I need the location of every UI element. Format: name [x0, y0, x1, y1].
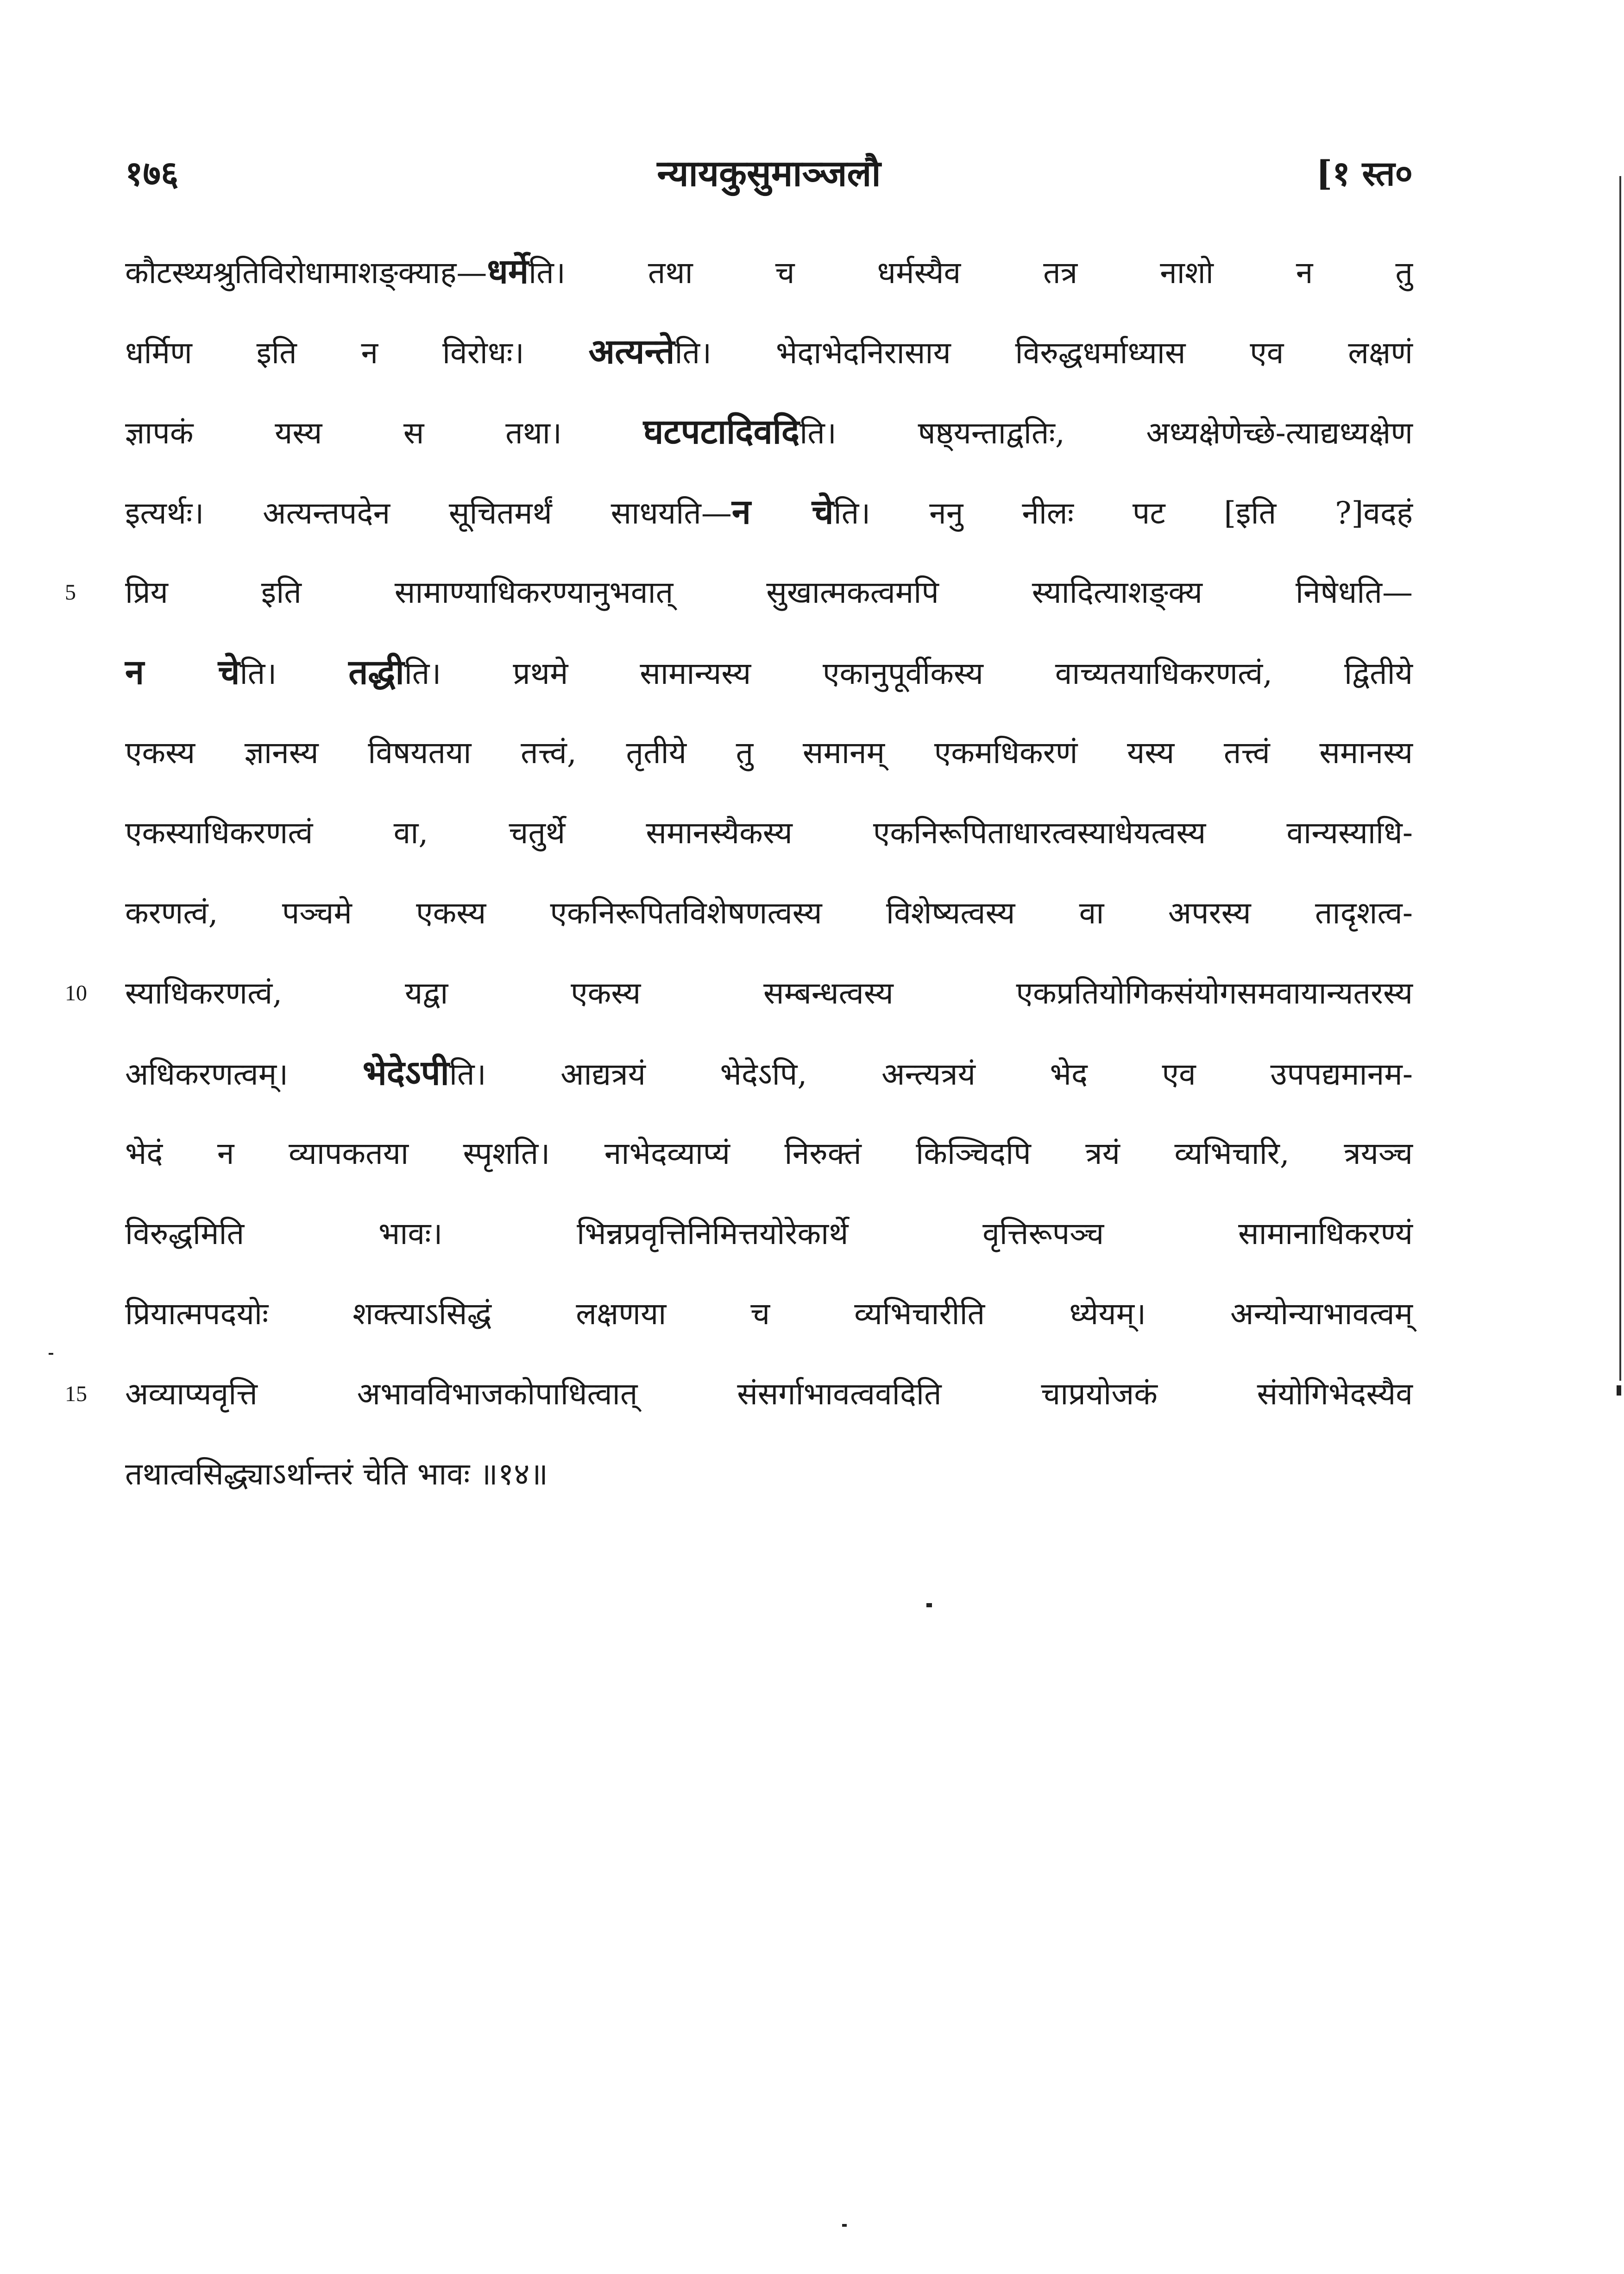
line-text: विरुद्धमिति भावः। भिन्नप्रवृत्तिनिमित्तयोरेकार्थे वृत्तिरूपञ्च सामानाधिकरण्यं [125, 1216, 1413, 1251]
text-line [65, 1354, 1413, 1434]
page-header [125, 144, 1413, 204]
text-line [65, 953, 1413, 1033]
lemma-text: भेदेऽपी [362, 1053, 449, 1093]
running-title: न्यायकुसुमाञ्जलौ [657, 152, 881, 195]
line-number: 10 [65, 981, 87, 1005]
text-line [125, 472, 1413, 552]
lemma-text: अत्यन्ते [588, 332, 675, 372]
line-number: 15 [65, 1382, 87, 1406]
lemma-text: धर्मे [487, 252, 529, 291]
text-line [65, 552, 1413, 632]
line-text: ति। भेदाभेदनिरासाय विरुद्धधर्माध्यास एव लक्षणं [674, 335, 1413, 371]
line-text: प्रियात्मपदयोः शक्त्याऽसिद्धं लक्षणया च व्यभिचारीति ध्येयम्। अन्योन्याभावत्वम् [125, 1296, 1413, 1332]
scan-speck [1617, 1385, 1621, 1396]
text-line [125, 873, 1413, 953]
line-text: एकस्य ज्ञानस्य विषयतया तत्त्वं, तृतीये तु समानम् एकमधिकरणं यस्य तत्त्वं समानस्य [125, 735, 1413, 771]
line-text: ति। [239, 656, 349, 691]
line-text: भेदं न व्यापकतया स्पृशति। नाभेदव्याप्यं निरुक्तं किञ्चिदपि त्रयं व्यभिचारि, त्रयञ्च [125, 1136, 1413, 1171]
line-text: धर्मिण इति न विरोधः। [125, 335, 589, 371]
line-text: अव्याप्यवृत्ति अभावविभाजकोपाधित्वात् संसर्गाभावत्ववदिति चाप्रयोजकं संयोगिभेदस्यैव [125, 1376, 1413, 1412]
line-text: ति। तथा च धर्मस्यैव तत्र नाशो न तु [529, 255, 1413, 291]
line-text: कौटस्थ्यश्रुतिविरोधामाशङ्क्याह— [125, 255, 487, 291]
lemma-text: न चे [731, 492, 834, 532]
line-text: अधिकरणत्वम्। [125, 1056, 363, 1092]
line-number: 5 [65, 580, 76, 605]
lemma-text: न चे [125, 652, 240, 692]
text-line [125, 793, 1413, 873]
line-text: ति। ननु नीलः पट [इति ?]वदहं [833, 495, 1413, 531]
scan-edge [1619, 176, 1621, 1381]
text-line [125, 392, 1413, 472]
line-text: एकस्याधिकरणत्वं वा, चतुर्थे समानस्यैकस्य एकनिरूपिताधारत्वस्याधेयत्वस्य वान्यस्याधि- [125, 815, 1413, 851]
lemma-text: घटपटादिवदि [643, 412, 800, 452]
lemma-text: तद्धी [348, 652, 404, 692]
line-text: इत्यर्थः। अत्यन्तपदेन सूचितमर्थं साधयति— [125, 495, 732, 531]
scan-speck [49, 1353, 53, 1355]
text-line [125, 1194, 1413, 1274]
scan-speck [926, 1603, 932, 1607]
line-text: प्रिय इति सामाण्याधिकरण्यानुभवात् सुखात्मकत्वमपि स्यादित्याशङ्क्य निषेधति— [125, 575, 1413, 610]
line-text: ज्ञापकं यस्य स तथा। [125, 415, 643, 451]
line-text: स्याधिकरणत्वं, यद्वा एकस्य सम्बन्धत्वस्य एकप्रतियोगिकसंयोगसमवायान्यतरस्य [125, 975, 1413, 1011]
text-line [125, 232, 1413, 312]
text-line [125, 632, 1413, 713]
text-line [125, 1113, 1413, 1194]
line-text: ति। षष्ठ्यन्ताद्वतिः, अध्यक्षेणेच्छे-त्याद्यध्यक्षेण [799, 415, 1413, 451]
commentary-text [65, 232, 1413, 1514]
page-number: १७६ [125, 154, 179, 194]
text-line [125, 1434, 1413, 1514]
text-line [125, 713, 1413, 793]
section-reference: [१ स्त० [1316, 154, 1413, 194]
line-text: ति। आद्यत्रयं भेदेऽपि, अन्त्यत्रयं भेद एव उपपद्यमानम- [449, 1056, 1413, 1092]
line-text: करणत्वं, पञ्चमे एकस्य एकनिरूपितविशेषणत्वस्य विशेष्यत्वस्य वा अपरस्य तादृशत्व- [125, 895, 1413, 931]
scan-speck [842, 2224, 847, 2227]
text-line [125, 1274, 1413, 1354]
line-text: तथात्वसिद्ध्याऽर्थान्तरं चेति भावः ॥१४॥ [125, 1456, 548, 1492]
text-line [125, 1033, 1413, 1113]
text-line [125, 312, 1413, 392]
line-text: ति। प्रथमे सामान्यस्य एकानुपूर्वीकस्य वाच्यतयाधिकरणत्वं, द्वितीये [404, 656, 1413, 691]
